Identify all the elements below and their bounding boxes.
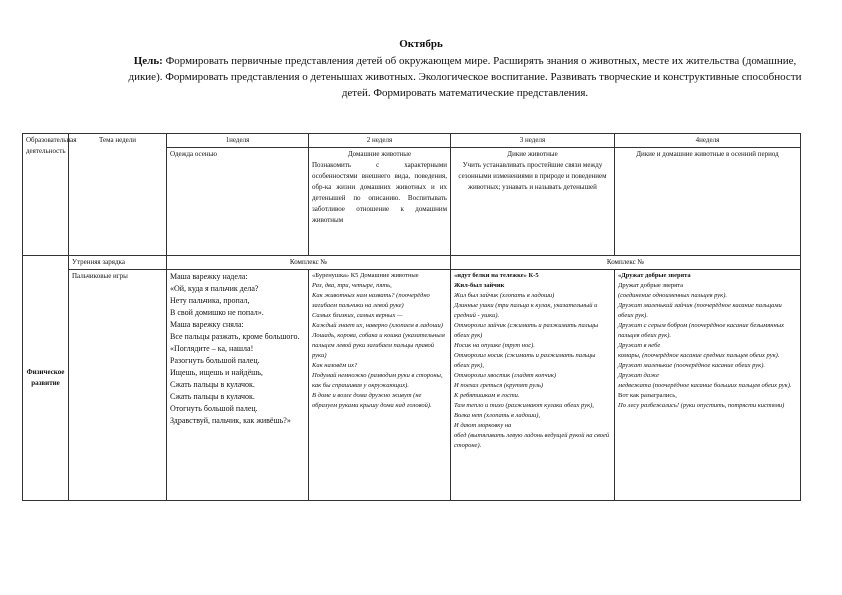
theme-week-2-text: Познакомить с характерными особенностями внешнего вида, поведения, обр-ка жизни домашних животных и их детенышей по описанию. Воспитывать заботливое отношение к домашним животным: [312, 161, 447, 224]
finger-line: Дружат даже: [618, 372, 659, 379]
finger-line: «идут белки на тележке» К-5: [454, 272, 539, 279]
finger-line: Отморозил хвостик (гладят копчик): [454, 372, 557, 379]
finger-line: «Дружат добрые зверята: [618, 272, 691, 279]
finger-line: Лошадь, корова, собака и кошка (указательным пальцем левой руки загибаем пальцы правой руки): [312, 332, 445, 359]
finger-line: «Ой, куда я пальчик дела?: [170, 284, 259, 293]
finger-line: Вот как разыгрались,: [618, 392, 677, 399]
page-title: Октябрь: [399, 38, 443, 50]
finger-line: (соединение одноименных пальцев рук).: [618, 292, 727, 299]
finger-line: «Поглядите – ка, нашла!: [170, 344, 254, 353]
finger-line: Маша варежку надела:: [170, 272, 248, 281]
theme-week-3-text: Учить устанавливать простейшие связи между сезонными изменениями в природе и поведением животных; узнавать и называть детенышей: [458, 161, 607, 191]
area-physical: Физическое развитие: [23, 256, 69, 501]
theme-week-4: Дикие и домашние животные в осенний период: [615, 148, 801, 256]
col-theme-header: Тема недели: [69, 134, 167, 256]
finger-line: Сжать пальцы в кулачок.: [170, 380, 255, 389]
finger-line: Разогнуть большой палец.: [170, 356, 260, 365]
finger-line: Все пальцы разжать, кроме большого.: [170, 332, 300, 341]
finger-line: Дружит в небе: [618, 342, 661, 349]
finger-line: В свой домишко не попал».: [170, 308, 264, 317]
finger-line: Подумай немножко (разводим руки в стороны, как бы спрашивая у окружающих).: [312, 372, 443, 389]
theme-week-2-title: Домашние животные: [347, 150, 412, 158]
col-area-header: Образовательная деятельность: [23, 134, 69, 256]
finger-line: Самых близких, самых верных —: [312, 312, 403, 319]
week-2-header: 2 неделя: [309, 134, 451, 148]
finger-line: К ребятишкам в гости.: [454, 392, 520, 399]
week-1-header: 1неделя: [167, 134, 309, 148]
finger-line: Сжать пальцы в кулачок.: [170, 392, 255, 401]
week-3-header: 3 неделя: [451, 134, 615, 148]
finger-line: комары, (поочерёдное касание средних пальцев обеих рук).: [618, 352, 780, 359]
theme-week-3: [451, 148, 615, 256]
finger-line: Отморозил зайчик (сжимать и разжимать пальцы обеих рук): [454, 322, 599, 339]
header-row: [23, 134, 801, 148]
finger-line: Дружат маленькие (поочерёдное касание обеих рук).: [618, 362, 765, 369]
finger-line: Каждый знает их, наверно (хлопаем в ладоши): [312, 322, 443, 329]
finger-line: Здравствуй, пальчик, как живёшь?»: [170, 416, 291, 425]
finger-line: обед (вытягивать левую ладонь ведущей рукой на своей стороне).: [454, 432, 610, 449]
finger-line: Там тепло и тихо (разжимают кулаки обеих рук),: [454, 402, 594, 409]
morning-complex-1: Комплекс №: [167, 256, 451, 270]
finger-line: Нету пальчика, пропал,: [170, 296, 250, 305]
finger-line: Волка нет (хлопать в ладоши),: [454, 412, 541, 419]
finger-line: Отморозил носик (сжимать и разжимать пальцы обеих рук),: [454, 352, 596, 369]
goal-paragraph: [120, 53, 810, 101]
finger-line: В доме и возле дома дружно живут (не образуем руками крышу дома над головой).: [312, 392, 432, 409]
finger-label: Пальчиковые игры: [69, 270, 167, 501]
theme-week-2: [309, 148, 451, 256]
finger-line: Маша варежку сняла:: [170, 320, 244, 329]
finger-week-2: [309, 270, 451, 501]
finger-line: Жил был зайчик (хлопать в ладоши): [454, 292, 555, 299]
morning-row: [23, 256, 801, 270]
finger-line: Как животных нам назвать? (поочерёдно загибаем пальчики на левой руке): [312, 292, 430, 309]
finger-row: [23, 270, 801, 501]
morning-complex-2: Комплекс №: [451, 256, 801, 270]
plan-table: [22, 133, 801, 501]
finger-week-3: [451, 270, 615, 501]
finger-line: По лесу разбежались! (руки опустить, потрясти кистями): [618, 402, 785, 409]
finger-line: медвежата (поочерёдное касание больших пальцев обеих рук).: [618, 382, 792, 389]
finger-line: И дают морковку на: [454, 422, 512, 429]
finger-line: И поехал греться (крутят руль): [454, 382, 544, 389]
finger-line: «Буренушка» К5 Домашние животные: [312, 272, 419, 279]
finger-line: Раз, два, три, четыре, пять,: [312, 282, 392, 289]
finger-line: Жил-был зайчик: [454, 282, 505, 289]
theme-week-1: Одежда осенью: [167, 148, 309, 256]
finger-line: Длинные ушки (три пальца к кулак, указательный и средний - ушки).: [454, 302, 598, 319]
finger-line: Дружат добрые зверята: [618, 282, 683, 289]
finger-week-1: [167, 270, 309, 501]
finger-line: Дружит с серым бобром (поочерёдное касание безымянных пальцев обеих рук).: [618, 322, 785, 339]
goal-label: Цель:: [133, 55, 163, 67]
finger-line: Ищешь, ищешь и найдёшь,: [170, 368, 263, 377]
finger-line: Как назовём их?: [312, 362, 358, 369]
finger-week-4: [615, 270, 801, 501]
finger-line: Носик на опушке (трут нос).: [454, 342, 535, 349]
finger-line: Отогнуть большой палец.: [170, 404, 258, 413]
theme-week-3-title: Дикие животные: [507, 150, 558, 158]
finger-line: Дружит маленький зайчик (поочерёдное касание пальцами обеих рук).: [618, 302, 782, 319]
morning-label: Утренняя зарядка: [69, 256, 167, 270]
week-4-header: 4неделя: [615, 134, 801, 148]
goal-text: Формировать первичные представления детей об окружающем мире. Расширять знания о животных, месте их жительства (домашние, дикие). Формировать представления о детенышах животных. Экологическое воспитание. Развивать творческие и конструктивные способности детей. Формировать математические представления.: [128, 55, 802, 99]
